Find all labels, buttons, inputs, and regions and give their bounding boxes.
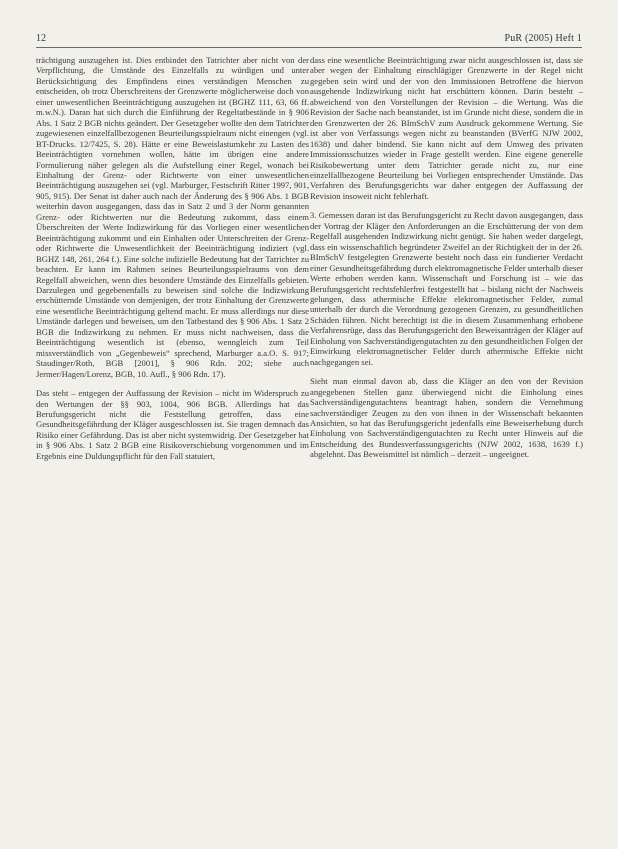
paragraph: Das steht – entgegen der Auffassung der Revision – nicht im Widerspruch zu den Wertungen der §§ 903, 1004, 906 BGB. Allerdings hat das Berufungsgericht nicht die Feststellung getroffen, dass eine Gesundheitsgefährdung der Kläger ausgeschlossen ist. Sie tragen demnach das Risiko einer Gefährdung. Das ist aber nicht systemwidrig. Der Gesetzgeber hat in § 906 Abs. 1 Satz 2 BGB eine Risikoverschiebung vorgenommen und im Ergebnis eine Duldungspflicht für den Fall statuiert, [36,388,309,461]
page-number: 12 [36,33,46,44]
left-column [36,55,309,461]
paragraph: trächtigung auszugehen ist. Dies entbindet den Tatrichter aber nicht von der Verpflichtung, die Umstände des Einzelfalls zu würdigen und unter Berücksichtigung des Empfindens eines verständigen Menschen zu entscheiden, ob trotz Überschreitens der Grenzwerte möglicherweise doch von einer unwesentlichen Beeinträchtigung auszugehen ist (BGHZ 111, 63, 66 ff. m.w.N.). Daran hat sich durch die Einführung der Regeltatbestände in § 906 Abs. 1 Satz 2 BGB nichts geändert. Der Gesetzgeber wollte den dem Tatrichter zugewiesenen einzelfallbezogenen Beurteilungsspielraum nicht einengen (vgl. BT-Drucks. 12/7425, S. 28). Hätte er eine Beweislastumkehr zu Lasten des Beeinträchtigten vornehmen wollen, hätte im übrigen eine andere Formulierung näher gelegen als die Aufstellung einer Regel, wonach bei Einhaltung der Grenz- oder Richtwerte von einer unwesentlichen Beeinträchtigung auszugehen sei (vgl. Marburger, Festschrift Ritter 1997, 901, 905, 915). Der Senat ist daher auch nach der Änderung des § 906 Abs. 1 BGB weiterhin davon ausgegangen, dass das in Satz 2 und 3 der Norm genannten Grenz- oder Richtwerten nur die Bedeutung zukommt, dass einem Überschreiten der Werte Indizwirkung für das Vorliegen einer wesentlichen Beeinträchtigung zukommt und ein Einhalten oder Unterschreiten der Grenz- oder Richtwerte die Unwesentlichkeit der Beeinträchtigung indiziert (vgl. BGHZ 148, 261, 264 f.). Eine solche indizielle Bedeutung hat der Tatrichter zu beachten. Er kann im Rahmen seines Beurteilungsspielraums von dem Regelfall abweichen, wenn dies besondere Umstände des Einzelfalls gebieten. Darzulegen und gegebenenfalls zu beweisen sind solche die Indizwirkung erschütternde Umstände von demjenigen, der trotz Einhaltung der Grenzwerte eine wesentliche Beeinträchtigung geltend macht. Er muss allerdings nur diese Umstände darlegen und beweisen, um den Tatbestand des § 906 Abs. 1 Satz 2 BGB die Indizwirkung zu nehmen. Er muss nicht nachweisen, dass die Beeinträchtigung wesentlich ist (ebenso, wenngleich zum Teil missverständlich von „Gegenbeweis“ sprechend, Marburger a.a.O. S. 917; Staudinger/Roth, BGB [2001], § 906 Rdn. 202; siehe auch Jermer/Hagen/Lorenz, BGB, 10. Aufl., § 906 Rdn. 17). [36,55,309,379]
header-rule [36,47,582,48]
paragraph: Sieht man einmal davon ab, dass die Kläger an den von der Revision angegebenen Stellen ganz überwiegend nicht die Einholung eines Sachverständigengutachtens beantragt haben, sondern die Vernehmung sachverständiger Zeugen zu den von ihnen in der Wissenschaft bekannten Ansichten, so hat das Berufungsgericht jedenfalls eine Beweiserhebung durch Einholung von Sachverständigengutachten zu Recht unter Hinweis auf die Entscheidung des Bundesverfassungsgerichts (NJW 2002, 1638, 1639 f.) abgelehnt. Das Beweismittel ist nämlich – derzeit – ungeeignet. [310,376,583,460]
paragraph: dass eine wesentliche Beeinträchtigung zwar nicht ausgeschlossen ist, dass sie aber wegen der Einhaltung einschlägiger Grenzwerte in der Regel nicht gegeben sein wird und der von den Immissionen Betroffene die hiervon ausgehende Indizwirkung nicht hat erschüttern können. Darin besteht – abweichend von den Vorstellungen der Revision – die Wertung. Was die Revision der Sache nach beanstandet, ist im Grunde nicht diese, sondern die in den Grenzwerten der 26. BImSchV zum Ausdruck gekommene Wertung. Sie ist aber von Verfassungs wegen nicht zu beanstanden (BVerfG NJW 2002, 1638) und daher bindend. Sie kann nicht auf dem Umweg des privaten Immissionsschutzes wieder in Frage gestellt werden. Eine eigene generelle Risikobewertung unter dem Tatrichter gerade nicht zu, nur eine einzelfallbezogene Beurteilung bei Vorliegen entsprechender Umstände. Das Verfahren des Berufungsgerichts war daher entgegen der Auffassung der Revision insoweit nicht fehlerhaft. [310,55,583,201]
journal-header: PuR (2005) Heft 1 [504,33,582,44]
right-column [310,55,583,460]
paragraph: 3. Gemessen daran ist das Berufungsgericht zu Recht davon ausgegangen, dass der Vortrag der Kläger den Anforderungen an die Erschütterung der von dem Regelfall ausgehenden Indizwirkung nicht genügt. Sie haben weder dargelegt, dass ein wissenschaftlich begründeter Zweifel an der Richtigkeit der in der 26. BImSchV festgelegten Grenzwerte besteht noch dass ein fundierter Verdacht einer Gesundheitsgefährdung durch elektromagnetische Felder unterhalb dieser Werte erhoben werden kann. Wissenschaft und Forschung ist – wie das Berufungsgericht rechtsfehlerfrei festgestellt hat – bislang nicht der Nachweis gelungen, dass athermische Effekte elektromagnetischer Felder, zumal unterhalb der durch die Verordnung gezogenen Grenzen, zu gesundheitlichen Schäden führen. Nicht berechtigt ist die in diesem Zusammenhang erhobene Verfahrensrüge, dass das Berufungsgericht den Beweisanträgen der Kläger auf Einholung von Sachverständigengutachten zu den gesundheitlichen Folgen der Einwirkung elektromagnetischer Felder durch athermische Effekte nicht nachgegangen sei. [310,210,583,367]
